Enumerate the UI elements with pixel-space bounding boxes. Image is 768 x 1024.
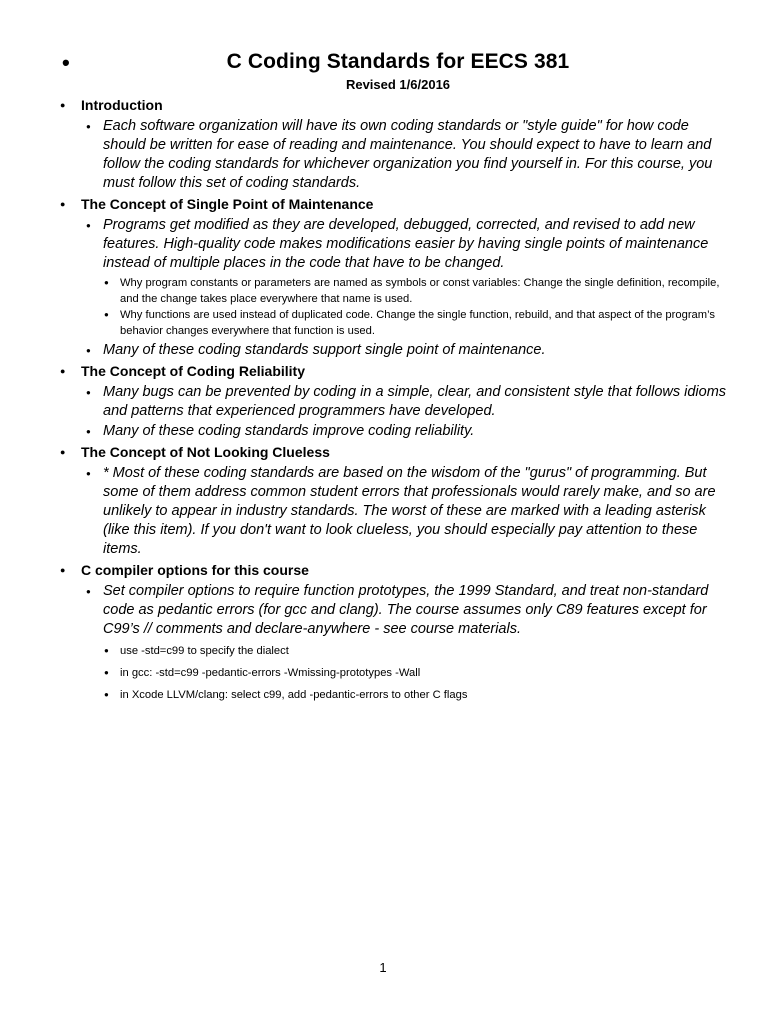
section-single-point-of-maintenance [58, 194, 728, 360]
section-heading: ● The Concept of Not Looking Clueless [81, 444, 330, 460]
section-heading: ● C compiler options for this course [81, 562, 309, 578]
section-not-looking-clueless [58, 442, 728, 559]
section-heading: ● Introduction [81, 97, 163, 113]
section-list [58, 95, 728, 703]
section-introduction [58, 95, 728, 193]
page-title: C Coding Standards for EECS 381 [226, 50, 570, 73]
page-number: 1 [379, 960, 387, 975]
section-heading: ● The Concept of Coding Reliability [81, 363, 305, 379]
sub-list-item: ● use -std=c99 to specify the dialect [103, 643, 728, 659]
list-item: ● Many of these coding standards improve coding reliability. [81, 422, 728, 441]
list-item: ● * Most of these coding standards are based on the wisdom of the "gurus" of programming. But some of them address common student errors that professionals would rarely make, and so are unlikely to appear in industry standards. The worst of these are marked with a leading asterisk (like this item). If you don't want to look clueless, you should especially pay attention to these items. [81, 464, 728, 559]
list-item [81, 216, 728, 339]
title-bullet: • [62, 50, 70, 75]
list-item: ● Each software organization will have its own coding standards or "style guide" for how code should be written for ease of reading and maintenance. You should expect to have to learn and follow the coding standards for whichever organization you find yourself in. For this course, you must follow this set of coding standards. [81, 117, 728, 193]
section-heading: ● The Concept of Single Point of Maintenance [81, 196, 374, 212]
document-body [58, 95, 728, 709]
list-item-text: Set compiler options to require function prototypes, the 1999 Standard, and treat non-standard code as pedantic errors (for gcc and clang). The course assumes only C89 features except for C99’s // comments and declare-anywhere - see course materials. [103, 583, 709, 637]
list-item [81, 582, 728, 703]
sub-list-item: ● in gcc: -std=c99 -pedantic-errors -Wmissing-prototypes -Wall [103, 665, 728, 681]
list-item: ● Many bugs can be prevented by coding in a simple, clear, and consistent style that follows idioms and patterns that experienced programmers have developed. [81, 383, 728, 421]
section-compiler-options [58, 560, 728, 703]
sub-list-item: ● in Xcode LLVM/clang: select c99, add -pedantic-errors to other C flags [103, 687, 728, 703]
list-item: ● Many of these coding standards support single point of maintenance. [81, 341, 728, 360]
sub-list-item: ● Why functions are used instead of duplicated code. Change the single function, rebuild, and that aspect of the program’s behavior changes everywhere that function is used. [103, 307, 728, 339]
list-item-text: Programs get modified as they are developed, debugged, corrected, and revised to add new features. High-quality code makes modifications easier by having single points of maintenance instead of multiple places in the code that have to be changed. [103, 217, 709, 271]
sub-list-item: ● Why program constants or parameters are named as symbols or const variables: Change the single definition, recompile, and the change takes place everywhere that name is used. [103, 275, 728, 307]
section-coding-reliability [58, 361, 728, 441]
revision-date: Revised 1/6/2016 [345, 77, 451, 92]
